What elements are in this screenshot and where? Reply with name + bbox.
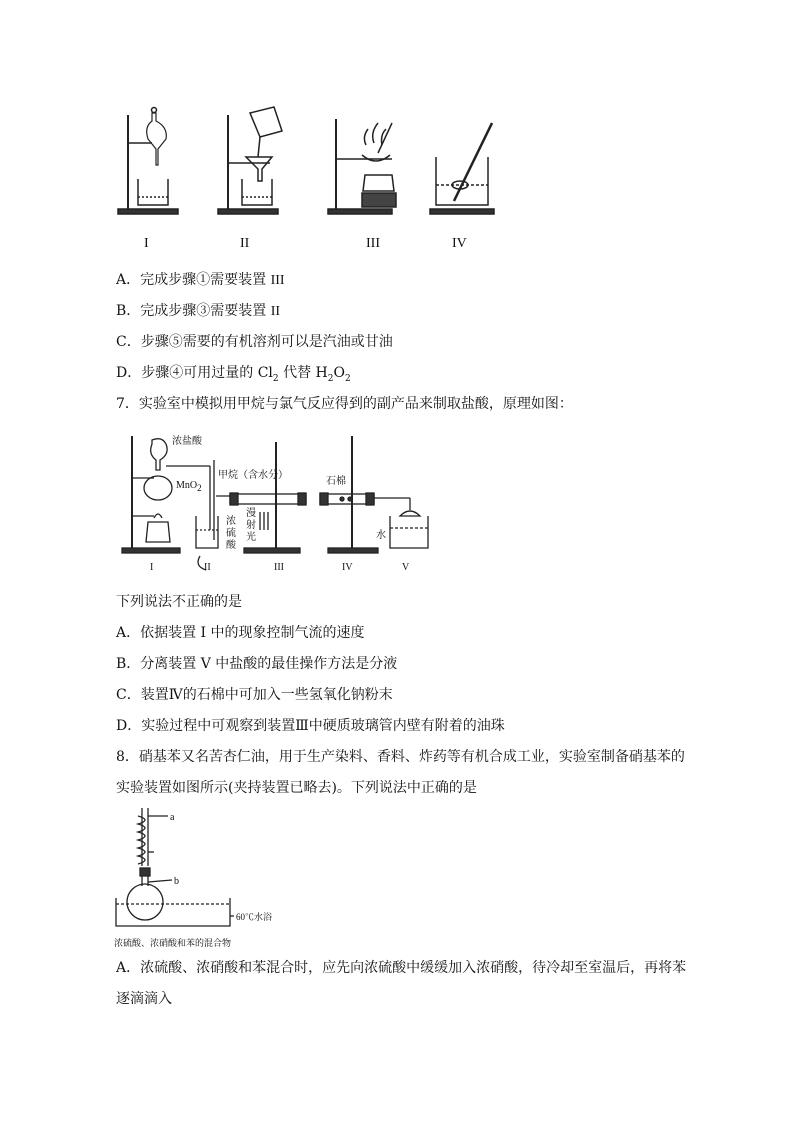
q7-option-a: A．依据装置 I 中的现象控制气流的速度 [116,625,365,641]
figure1-label-iii: III [366,236,380,251]
apparatus-ii-drawing [218,107,282,214]
q7-question: 下列说法不正确的是 [116,594,242,610]
q7-stem: 7．实验室中模拟用甲烷与氯气反应得到的副产品来制取盐酸，原理如图： [116,396,573,412]
q8-stem-line1: 8．硝基苯又名苦杏仁油，用于生产染料、香料、炸药等有机合成工业，实验室制备硝基苯的 [116,749,685,765]
q7-option-b: B．分离装置 V 中盐酸的最佳操作方法是分液 [116,656,398,672]
q7-label-hcl: 浓盐酸 [172,436,202,447]
q8-apparatus-figure [112,806,272,956]
q8-label-bath: 60℃水浴 [236,912,273,922]
q7-label-v: V [402,562,410,573]
q7-label-methane: 甲烷（含水分） [218,470,288,481]
figure1-label-iv: IV [452,236,467,251]
q7-option-d: D．实验过程中可观察到装置Ⅲ中硬质玻璃管内壁有附着的油珠 [116,718,505,734]
q7-label-h2so4-2: 硫 [226,528,236,539]
q7-label-water: 水 [376,530,386,541]
q8-option-a-line1: A．浓硫酸、浓硝酸和苯混合时，应先向浓硫酸中缓缓加入浓硝酸，待冷却至室温后，再将苯 [116,960,687,976]
figure1-label-ii: II [240,236,250,251]
q7-label-ii: II [204,562,211,573]
q6-option-b: B．完成步骤③需要装置 II [116,303,281,319]
apparatus-figure-1 [110,105,510,225]
q6-option-c: C．步骤⑤需要的有机溶剂可以是汽油或甘油 [116,334,393,350]
q6-option-d: D．步骤④可用过量的 $Cl_2$ 代替 $H_2O_2$ [116,365,351,384]
q7-label-light-3: 光 [246,532,256,543]
q8-label-b: b [174,876,179,887]
q7-label-iv: IV [342,562,353,573]
apparatus-iii-drawing [328,119,396,214]
q7-label-h2so4-3: 酸 [226,540,236,551]
q7-label-asbestos: 石棉 [326,476,346,487]
apparatus-i-drawing [118,108,178,215]
q8-label-mixture: 浓硫酸、浓硝酸和苯的混合物 [114,938,232,948]
q7-label-i: I [150,562,154,573]
q7-label-light-1: 漫 [246,508,256,519]
q8-stem-line2: 实验装置如图所示(夹持装置已略去)。下列说法中正确的是 [116,780,477,796]
apparatus-iv-drawing [430,123,494,214]
q7-label-light-2: 射 [246,520,256,531]
q7-label-h2so4-1: 浓 [226,516,236,527]
q7-label-mno2: MnO2 [176,480,202,493]
q6-option-a: A．完成步骤①需要装置 III [116,272,285,288]
q7-option-c: C．装置Ⅳ的石棉中可加入一些氢氧化钠粉末 [116,687,393,703]
q7-apparatus-figure [114,430,434,580]
q7-label-iii: III [274,562,284,573]
figure1-label-i: I [144,236,149,251]
q8-label-a: a [170,812,175,823]
q8-option-a-line2: 逐滴滴入 [116,991,172,1007]
